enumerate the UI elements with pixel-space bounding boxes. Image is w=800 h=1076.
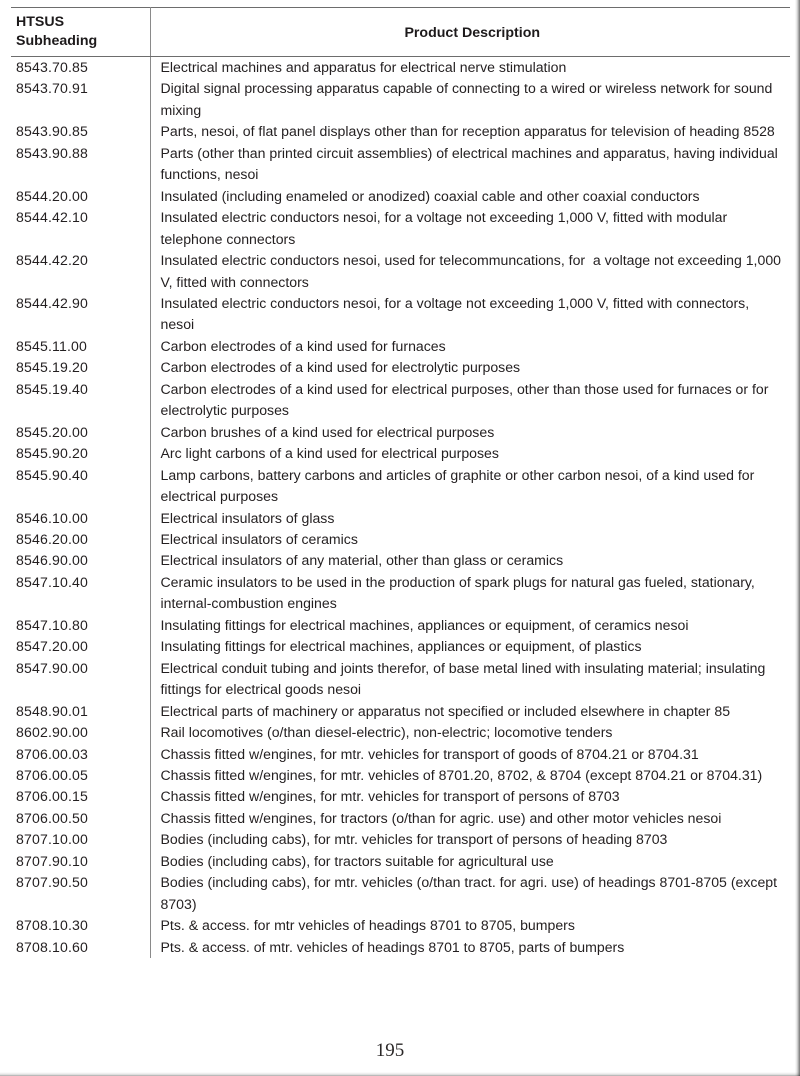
cell-htsus-subheading: 8545.20.00 xyxy=(11,422,150,443)
cell-product-description: Insulated (including enameled or anodized) coaxial cable and other coaxial conductors xyxy=(160,187,700,204)
cell-htsus-subheading: 8706.00.03 xyxy=(11,744,150,765)
table-row xyxy=(11,508,790,529)
cell-htsus-subheading: 8545.19.40 xyxy=(11,379,150,422)
cell-htsus-subheading: 8544.42.10 xyxy=(11,207,150,250)
cell-htsus-subheading: 8544.42.20 xyxy=(11,250,150,293)
table-header xyxy=(11,8,790,57)
cell-htsus-subheading: 8545.11.00 xyxy=(11,336,150,357)
table-row xyxy=(11,615,790,636)
column-header-htsus-subheading xyxy=(11,8,150,57)
cell-htsus-subheading: 8547.90.00 xyxy=(11,658,150,701)
cell-htsus-subheading: 8706.00.50 xyxy=(11,808,150,829)
cell-product-description: Carbon electrodes of a kind used for electrolytic purposes xyxy=(160,359,521,376)
table-row xyxy=(11,915,790,936)
cell-htsus-subheading: 8708.10.30 xyxy=(11,915,150,936)
cell-htsus-subheading: 8602.90.00 xyxy=(11,722,150,743)
table-row xyxy=(11,572,790,615)
table-row xyxy=(11,207,790,250)
table-row xyxy=(11,658,790,701)
table-row xyxy=(11,786,790,807)
cell-htsus-subheading: 8547.10.40 xyxy=(11,572,150,615)
cell-product-description: Electrical insulators of glass xyxy=(160,509,335,526)
cell-htsus-subheading: 8547.10.80 xyxy=(11,615,150,636)
cell-product-description: Insulating fittings for electrical machines, appliances or equipment, of ceramics nesoi xyxy=(160,616,689,633)
cell-htsus-subheading: 8543.70.85 xyxy=(11,57,150,79)
cell-product-description: Insulated electric conductors nesoi, used for telecommuncations, for a voltage not exceeding 1,000 V, fitted with connectors xyxy=(160,252,785,290)
cell-htsus-subheading: 8548.90.01 xyxy=(11,701,150,722)
table-body xyxy=(11,57,790,959)
table-row xyxy=(11,872,790,915)
cell-htsus-subheading: 8546.90.00 xyxy=(11,550,150,571)
column-header-htsus-line2: Subheading xyxy=(16,33,98,49)
cell-htsus-subheading: 8545.90.20 xyxy=(11,443,150,464)
table-row xyxy=(11,636,790,657)
column-header-htsus-line1: HTSUS xyxy=(16,14,65,30)
cell-htsus-subheading: 8707.10.00 xyxy=(11,829,150,850)
cell-htsus-subheading: 8544.42.90 xyxy=(11,293,150,336)
cell-product-description: Bodies (including cabs), for tractors suitable for agricultural use xyxy=(160,852,554,869)
cell-product-description: Digital signal processing apparatus capable of connecting to a wired or wireless network for sound mixing xyxy=(160,80,777,118)
cell-product-description: Arc light carbons of a kind used for electrical purposes xyxy=(160,445,499,462)
cell-product-description: Chassis fitted w/engines, for tractors (o/than for agric. use) and other motor vehicles nesoi xyxy=(160,809,722,826)
cell-htsus-subheading: 8545.19.20 xyxy=(11,357,150,378)
table-row xyxy=(11,744,790,765)
cell-htsus-subheading: 8543.70.91 xyxy=(11,78,150,121)
table-row xyxy=(11,121,790,142)
table-row xyxy=(11,937,790,958)
table-row xyxy=(11,379,790,422)
column-header-product-description: Product Description xyxy=(150,8,790,57)
table-row xyxy=(11,765,790,786)
htsus-subheading-table xyxy=(11,7,790,958)
cell-htsus-subheading: 8706.00.15 xyxy=(11,786,150,807)
cell-product-description: Electrical conduit tubing and joints therefor, of base metal lined with insulating material; insulating fittings for electrical goods nesoi xyxy=(160,659,770,698)
cell-product-description: Chassis fitted w/engines, for mtr. vehicles of 8701.20, 8702, & 8704 (except 8704.21 or 8704.31) xyxy=(160,766,763,783)
table-row xyxy=(11,722,790,743)
cell-product-description: Parts, nesoi, of flat panel displays other than for reception apparatus for television of heading 8528 xyxy=(160,123,775,140)
table-row xyxy=(11,78,790,121)
page-number: 195 xyxy=(375,1040,405,1061)
cell-product-description: Chassis fitted w/engines, for mtr. vehicles for transport of persons of 8703 xyxy=(160,788,620,805)
cell-product-description: Pts. & access. of mtr. vehicles of headings 8701 to 8705, parts of bumpers xyxy=(160,938,625,955)
cell-product-description: Insulated electric conductors nesoi, for a voltage not exceeding 1,000 V, fitted with modular telephone connectors xyxy=(160,209,732,247)
cell-product-description: Lamp carbons, battery carbons and articles of graphite or other carbon nesoi, of a kind used for electrical purposes xyxy=(160,466,759,505)
cell-product-description: Bodies (including cabs), for mtr. vehicles (o/than tract. for agri. use) of headings 8701-8705 (except 8703) xyxy=(160,874,781,912)
cell-product-description: Insulating fittings for electrical machines, appliances or equipment, of plastics xyxy=(160,638,642,655)
cell-htsus-subheading: 8707.90.10 xyxy=(11,851,150,872)
cell-htsus-subheading: 8546.10.00 xyxy=(11,508,150,529)
cell-htsus-subheading: 8707.90.50 xyxy=(11,872,150,915)
table-row xyxy=(11,357,790,378)
table-row xyxy=(11,422,790,443)
cell-product-description: Electrical insulators of ceramics xyxy=(160,530,358,547)
cell-htsus-subheading: 8708.10.60 xyxy=(11,937,150,958)
cell-product-description: Insulated electric conductors nesoi, for a voltage not exceeding 1,000 V, fitted with connectors, nesoi xyxy=(160,294,754,333)
table-row xyxy=(11,250,790,293)
table-row xyxy=(11,443,790,464)
table-row xyxy=(11,57,790,79)
cell-product-description: Carbon electrodes of a kind used for electrical purposes, other than those used for furnaces or for electrolytic purposes xyxy=(160,380,773,419)
cell-product-description: Electrical parts of machinery or apparatus not specified or included elsewhere in chapter 85 xyxy=(160,702,731,719)
table-row xyxy=(11,851,790,872)
table-row xyxy=(11,465,790,508)
cell-htsus-subheading: 8706.00.05 xyxy=(11,765,150,786)
cell-htsus-subheading: 8543.90.85 xyxy=(11,121,150,142)
table-row xyxy=(11,550,790,571)
table-row xyxy=(11,529,790,550)
cell-htsus-subheading: 8543.90.88 xyxy=(11,143,150,186)
table-row xyxy=(11,701,790,722)
cell-product-description: Carbon brushes of a kind used for electrical purposes xyxy=(160,423,495,440)
cell-htsus-subheading: 8546.20.00 xyxy=(11,529,150,550)
table-header-row xyxy=(11,8,790,57)
cell-htsus-subheading: 8544.20.00 xyxy=(11,186,150,207)
table-row xyxy=(11,186,790,207)
cell-product-description: Ceramic insulators to be used in the production of spark plugs for natural gas fueled, stationary, internal-combustion engines xyxy=(160,573,759,612)
table-row xyxy=(11,808,790,829)
table-row xyxy=(11,336,790,357)
cell-product-description: Chassis fitted w/engines, for mtr. vehicles for transport of goods of 8704.21 or 8704.31 xyxy=(160,745,699,762)
cell-product-description: Carbon electrodes of a kind used for furnaces xyxy=(160,337,446,354)
table-row xyxy=(11,143,790,186)
table-row xyxy=(11,293,790,336)
cell-product-description: Bodies (including cabs), for mtr. vehicles for transport of persons of heading 8703 xyxy=(160,831,668,848)
cell-htsus-subheading: 8545.90.40 xyxy=(11,465,150,508)
cell-htsus-subheading: 8547.20.00 xyxy=(11,636,150,657)
cell-product-description: Pts. & access. for mtr vehicles of headings 8701 to 8705, bumpers xyxy=(160,917,575,934)
table-row xyxy=(11,829,790,850)
cell-product-description: Rail locomotives (o/than diesel-electric), non-electric; locomotive tenders xyxy=(160,724,613,741)
cell-product-description: Parts (other than printed circuit assemblies) of electrical machines and apparatus, having individual functions, nesoi xyxy=(160,144,782,183)
cell-product-description: Electrical machines and apparatus for electrical nerve stimulation xyxy=(160,59,567,75)
cell-product-description: Electrical insulators of any material, other than glass or ceramics xyxy=(160,552,564,569)
